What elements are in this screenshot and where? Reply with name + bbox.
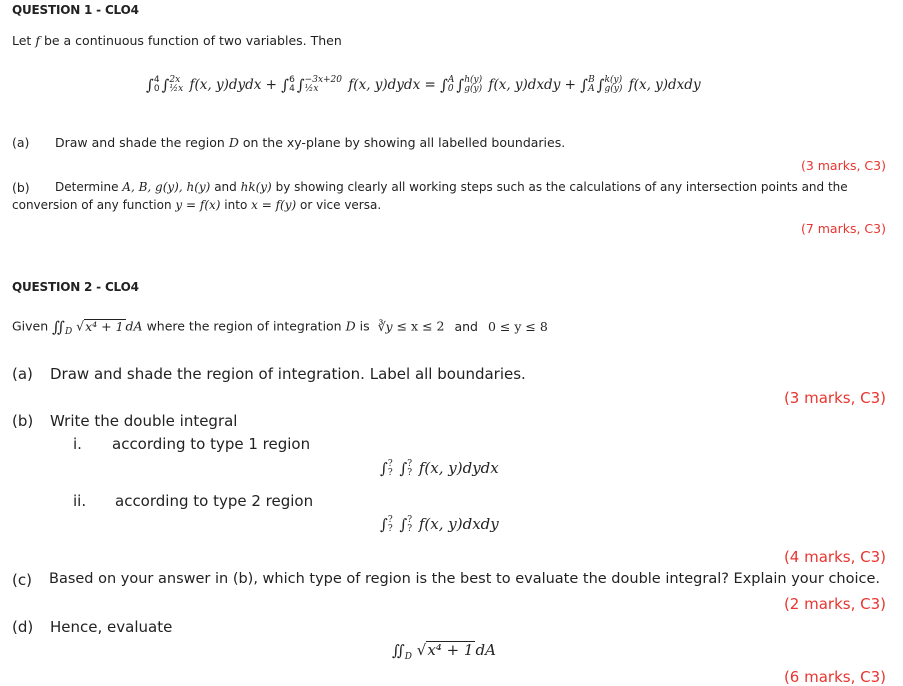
q1-b-text-line1: Determine A, B, g(y), h(y) and hk(y) by showing clearly all working steps such as the calculations of any intersection points and the [55,180,848,194]
q2-heading: QUESTION 2 - CLO4 [12,280,139,294]
q1-eq-term4: f(x, y)dxdy [628,77,701,93]
q1-eq-term3: f(x, y)dxdy + [488,77,576,93]
q1-b-marks: (7 marks, C3) [800,221,886,236]
q1-b-label: (b) [12,180,30,195]
q1-eq-term2: f(x, y)dydx = [348,77,436,93]
q2-b-i-integral: ∫ ? ? ∫ ? ? f(x, y)dydx [380,458,499,478]
q1-b-text-line2: conversion of any function y = f(x) into x = f(y) or vice versa. [12,198,382,212]
q2-a-label: (a) [12,365,33,383]
q2-given: Given $∬_D$ √x⁴ + 1 dA where the region of integration D is ∛y ≤ x ≤ 2 and 0 ≤ y ≤ 8 [12,318,548,337]
q2-b-i-label: i. [73,435,82,453]
q1-eq-term1: f(x, y)dydx + [189,77,277,93]
q2-c-marks: (2 marks, C3) [783,595,886,613]
q2-b-i-text: according to type 1 region [112,435,311,453]
q2-c-text: Based on your answer in (b), which type of region is the best to evaluate the double integral? Explain your choice. [49,571,881,587]
q1-a-label: (a) [12,135,30,150]
q2-c-label: (c) [12,571,32,589]
q2-a-text: Draw and shade the region of integration. Label all boundaries. [50,365,526,383]
q2-d-marks: (6 marks, C3) [783,668,886,686]
q2-b-marks: (4 marks, C3) [783,548,886,566]
q1-a-text: Draw and shade the region D on the xy-plane by showing all labelled boundaries. [55,135,566,150]
q1-intro-prefix: Let [12,33,32,48]
q2-b-ii-text: according to type 2 region [115,492,314,510]
q1-intro-suffix: be a continuous function of two variables. Then [43,33,342,48]
q2-d-label: (d) [12,618,34,636]
q1-intro-f: f [35,33,40,48]
q2-b-label: (b) [12,412,34,430]
q1-a-marks: (3 marks, C3) [800,158,886,173]
q2-a-marks: (3 marks, C3) [783,389,886,407]
q1-heading: QUESTION 1 - CLO4 [12,3,139,17]
q2-b-ii-integral: ∫ ? ? ∫ ? ? f(x, y)dxdy [380,514,499,534]
q2-b-text: Write the double integral [50,412,238,430]
q2-d-integral: $∬_D$ √x⁴ + 1 dA [392,641,496,662]
q1-equation: ∫ 4 0 ∫ 2x ½x f(x, y)dydx + ∫ 6 4 ∫ −3x+20 ½x f(x, y)dydx = ∫ A 0 ∫ h(y) g(y) f(x, y)dxdy + ∫ B A ∫ k(y) g(y) f(x, y)dxdy [146,75,701,94]
q2-d-text: Hence, evaluate [50,618,173,636]
q2-b-ii-label: ii. [73,492,87,510]
q1-intro [12,33,342,48]
